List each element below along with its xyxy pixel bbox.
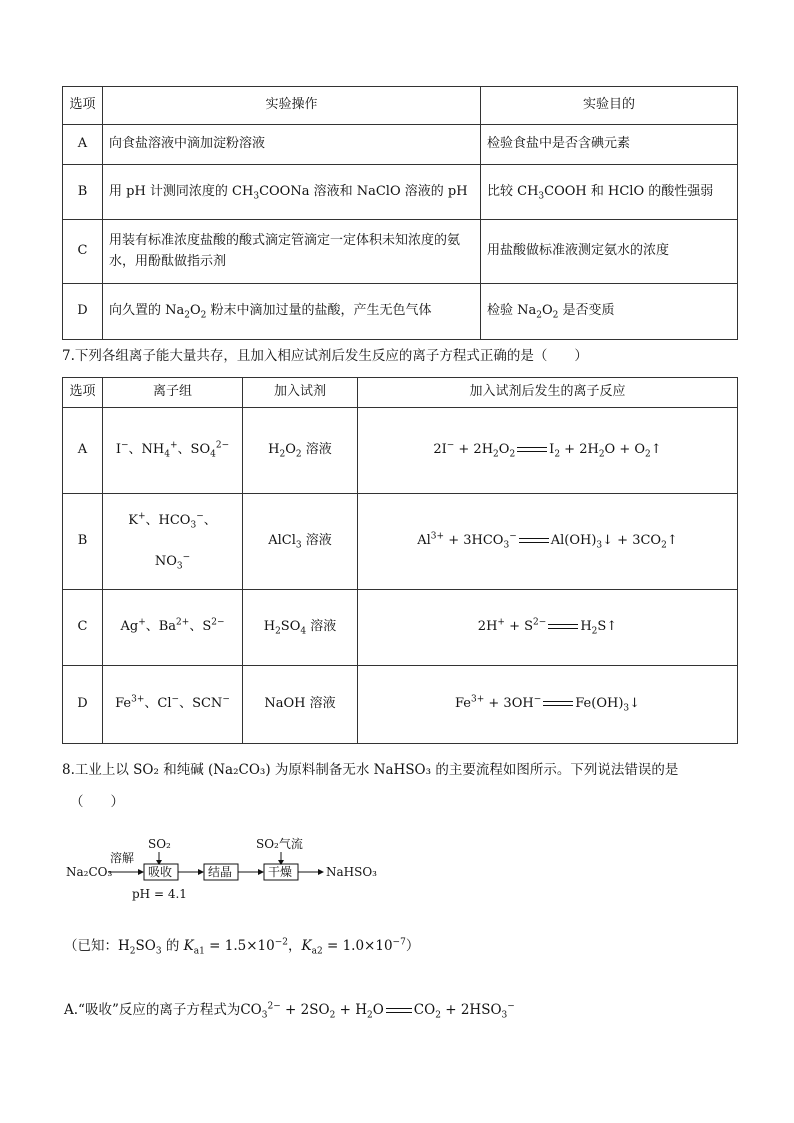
reaction-c: $2H^+ + S^{2-}$ $H_2S↑$	[358, 590, 738, 666]
flow-crystal: 结晶	[208, 865, 233, 879]
table-row: D $Fe^{3+}$、Cl−、SCN− NaOH 溶液 $Fe^{3+} + 3OH^-$ $Fe(OH)_3↓$	[63, 666, 738, 744]
flow-ph: pH = 4.1	[132, 887, 187, 901]
question-7: 7.下列各组离子能大量共存，且加入相应试剂后发生反应的离子方程式正确的是（ ）	[62, 348, 588, 364]
reaction-a: $2I^- + 2H_2O_2$ $I_2 + 2H_2O$ + $O_2↑$	[358, 408, 738, 494]
ion-group-b: K+、$HCO_3^-$、 $NO_3^-$	[103, 494, 243, 590]
ion-group-a: I−、$NH_4^+$、$SO_4^{2-}$	[103, 408, 243, 494]
row-d-goal: 检验 $Na_2O_2$ 是否变质	[481, 284, 738, 340]
reaction-b: $Al^{3+} + 3HCO_3^-$ $Al(OH)_3↓$ + $3CO_2↑$	[358, 494, 738, 590]
flow-absorb: 吸收	[148, 865, 173, 879]
flow-so2-stream: SO₂气流	[256, 837, 303, 851]
table-row: C 用装有标准浓度盐酸的酸式滴定管滴定一定体积未知浓度的氨水，用酚酞做指示剂 用盐酸做标准液测定氨水的浓度	[63, 220, 738, 284]
reagent-d: NaOH 溶液	[243, 666, 358, 744]
flow-dissolve: 溶解	[110, 851, 135, 865]
question-8-paren: （ ）	[70, 794, 124, 810]
table-row: B K+、$HCO_3^-$、 $NO_3^-$ AlCl$_3$ 溶液 $Al^{3+} + 3HCO_3^-$ $Al(OH)_3↓$ + $3CO_2↑$	[63, 494, 738, 590]
process-flow-diagram	[62, 828, 402, 908]
table-row: A I−、$NH_4^+$、$SO_4^{2-}$ $H_2O_2$ 溶液 $2I^- + 2H_2O_2$ $I_2 + 2H_2O$ + $O_2↑$	[63, 408, 738, 494]
flow-dry: 干燥	[268, 865, 293, 879]
reaction-d: $Fe^{3+} + 3OH^-$ $Fe(OH)_3↓$	[358, 666, 738, 744]
reagent-a: $H_2O_2$ 溶液	[243, 408, 358, 494]
known-constants: （已知：$H_2SO_3$ 的 $K_{a1} = 1.5\times 10^{-2}$，$K_{a2} = 1.0\times 10^{-7}$）	[64, 937, 420, 957]
row-d-operation: 向久置的 $Na_2O_2$ 粉末中滴加过量的盐酸，产生无色气体	[103, 284, 481, 340]
reagent-b: AlCl$_3$ 溶液	[243, 494, 358, 590]
ion-group-c: Ag+、$Ba^{2+}$、$S^{2-}$	[103, 590, 243, 666]
ion-group-d: $Fe^{3+}$、Cl−、SCN−	[103, 666, 243, 744]
option-a: A.“吸收”反应的离子方程式为$CO_3^{2-} + 2SO_2 + H_2O$ $CO_2 + 2HSO_3^-$	[64, 1001, 515, 1021]
flow-so2: SO₂	[148, 837, 171, 851]
header-operation: 实验操作	[103, 87, 481, 125]
flow-product: NaHSO₃	[326, 865, 377, 879]
table-row: A 向食盐溶液中滴加淀粉溶液 检验食盐中是否含碘元素	[63, 125, 738, 165]
table-row: B 用 pH 计测同浓度的 $CH_3COONa$ 溶液和 NaClO 溶液的 pH 比较 $CH_3COOH$ 和 HClO 的酸性强弱	[63, 165, 738, 220]
table-row: D 向久置的 $Na_2O_2$ 粉末中滴加过量的盐酸，产生无色气体 检验 $Na_2O_2$ 是否变质	[63, 284, 738, 340]
header-option: 选项	[63, 87, 103, 125]
row-b-operation: 用 pH 计测同浓度的 $CH_3COONa$ 溶液和 NaClO 溶液的 pH	[103, 165, 481, 220]
table-row: C Ag+、$Ba^{2+}$、$S^{2-}$ $H_2SO_4$ 溶液 $2H^+ + S^{2-}$ $H_2S↑$	[63, 590, 738, 666]
ion-reaction-table: 选项 离子组 加入试剂 加入试剂后发生的离子反应 A I−、$NH_4^+$、$SO_4^{2-}$ $H_2O_2$ 溶液 $2I^- + 2H_2O_2$ $I_2 + 2H_2O$ + $O_2↑$ B K+、$HCO_3^-$、 $NO_3^-$ AlCl$_3$ 溶液 $Al^{3+} + 3HCO_3^-$ $Al(OH)_3↓$ + $3CO_2↑$ C Ag+、$Ba^{2+}$、$S^{2-}$ $H_2SO_4$ 溶液 $2H^+ + S^{2-}$ $H_2S↑$ D $Fe^{3+}$、Cl−、SCN− NaOH 溶液 $Fe^{3+} + 3OH^-$ $Fe(OH)_3↓$	[62, 377, 738, 744]
experiment-table	[62, 86, 738, 340]
reagent-c: $H_2SO_4$ 溶液	[243, 590, 358, 666]
question-8: 8.工业上以 SO₂ 和纯碱 (Na₂CO₃) 为原料制备无水 NaHSO₃ 的主要流程如图所示。下列说法错误的是	[62, 762, 679, 778]
flow-start: Na₂CO₃	[66, 865, 113, 879]
row-b-goal: 比较 $CH_3COOH$ 和 HClO 的酸性强弱	[481, 165, 738, 220]
header-goal: 实验目的	[481, 87, 738, 125]
